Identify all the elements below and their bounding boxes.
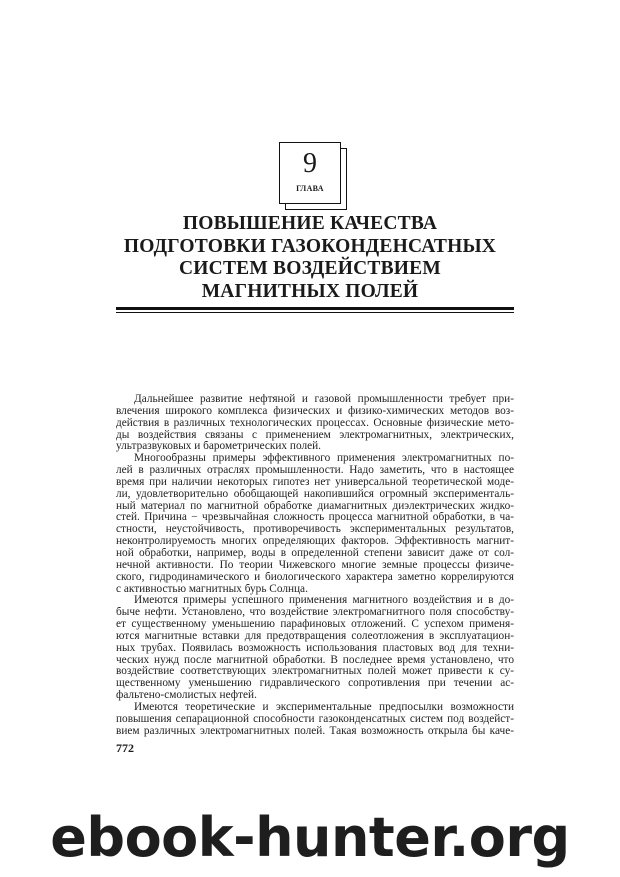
text-line: щественному уменьшению гидравлического сопротивления при течении ас-	[116, 678, 514, 690]
title-line: МАГНИТНЫХ ПОЛЕЙ	[201, 280, 419, 302]
text-line: повышения сепарационной способности газоконденсатных систем под воздейст-	[116, 713, 514, 725]
text-line: ной обработки, например, воды в определенной степени зависит даже от сол-	[116, 547, 514, 559]
text-line: стности, неустойчивость, противоречивость экспериментальных результатов,	[116, 524, 514, 536]
text-line: ных трубах. Появилась возможность использования пластовых вод для техни-	[116, 642, 514, 654]
text-line: Имеются примеры успешного применения магнитного воздействия и в до-	[134, 595, 514, 607]
text-line: лей в различных отраслях промышленности. Надо заметить, что в настоящее	[116, 465, 514, 477]
text-line: время при наличии некоторых гипотез нет универсальной теоретической моде-	[116, 476, 514, 488]
text-line: ет существенному уменьшению парафиновых отложений. С успехом применя-	[116, 619, 514, 631]
watermark: ebook-hunter.org	[50, 806, 570, 869]
body-text	[116, 394, 514, 737]
text-line: ского, гидродинамического и биологического характера заметно коррелируются	[116, 571, 514, 583]
chapter-label: ГЛАВА	[296, 184, 324, 193]
page-number: 772	[116, 741, 134, 755]
text-line: нечной активности. По теории Чижевского многие земные процессы физиче-	[116, 559, 514, 571]
text-line: Многообразны примеры эффективного применения электромагнитных по-	[134, 453, 514, 465]
chapter-number: 9	[303, 148, 317, 179]
chapter-title	[100, 213, 520, 303]
text-line: ли, удовлетворительно обобщающей накопившийся огромный эксперименталь-	[116, 488, 514, 500]
text-line: ческих нужд после магнитной обработки. В последнее время установлено, что	[116, 654, 514, 666]
text-line: фальтено-смолистых нефтей.	[116, 690, 257, 702]
title-rule-thin	[116, 312, 514, 313]
text-line: ультразвуковых и барометрических полей.	[116, 441, 321, 453]
text-line: ются магнитные вставки для предотвращения солеотложения в эксплуатацион-	[116, 630, 514, 642]
text-line: ды воздействия связаны с применением электромагнитных, электрических,	[116, 429, 514, 441]
text-line: неконтролируемость многих определяющих факторов. Эффективность магнит-	[116, 536, 514, 548]
text-line: с активностью магнитных бурь Солнца.	[116, 583, 308, 595]
title-line: ПОВЫШЕНИЕ КАЧЕСТВА	[182, 213, 438, 234]
text-line: стей. Причина − чрезвычайная сложность процесса магнитной обработки, в ча-	[116, 512, 514, 524]
text-line: ный материал по магнитной обработке диамагнитных диэлектрических жидко-	[116, 500, 514, 512]
title-line: СИСТЕМ ВОЗДЕЙСТВИЕМ	[179, 258, 441, 279]
text-line: Дальнейшее развитие нефтяной и газовой промышленности требует при-	[134, 394, 514, 405]
title-rule-thick	[116, 307, 514, 310]
text-line: влечения широкого комплекса физических и физико-химических методов воз-	[116, 405, 514, 417]
text-line: быче нефти. Установлено, что воздействие электромагнитного поля способству-	[116, 607, 514, 619]
chapter-box	[279, 142, 341, 204]
text-line: Имеются теоретические и экспериментальные предпосылки возможности	[134, 701, 514, 713]
text-line: действия в различных технологических процессах. Основные физические мето-	[116, 417, 514, 429]
text-line: воздействие соответствующих электромагнитных полей может привести к су-	[116, 666, 514, 678]
title-line: ПОДГОТОВКИ ГАЗОКОНДЕНСАТНЫХ	[123, 235, 497, 257]
text-line: вием различных электромагнитных полей. Такая возможность открыла бы каче-	[116, 725, 514, 737]
